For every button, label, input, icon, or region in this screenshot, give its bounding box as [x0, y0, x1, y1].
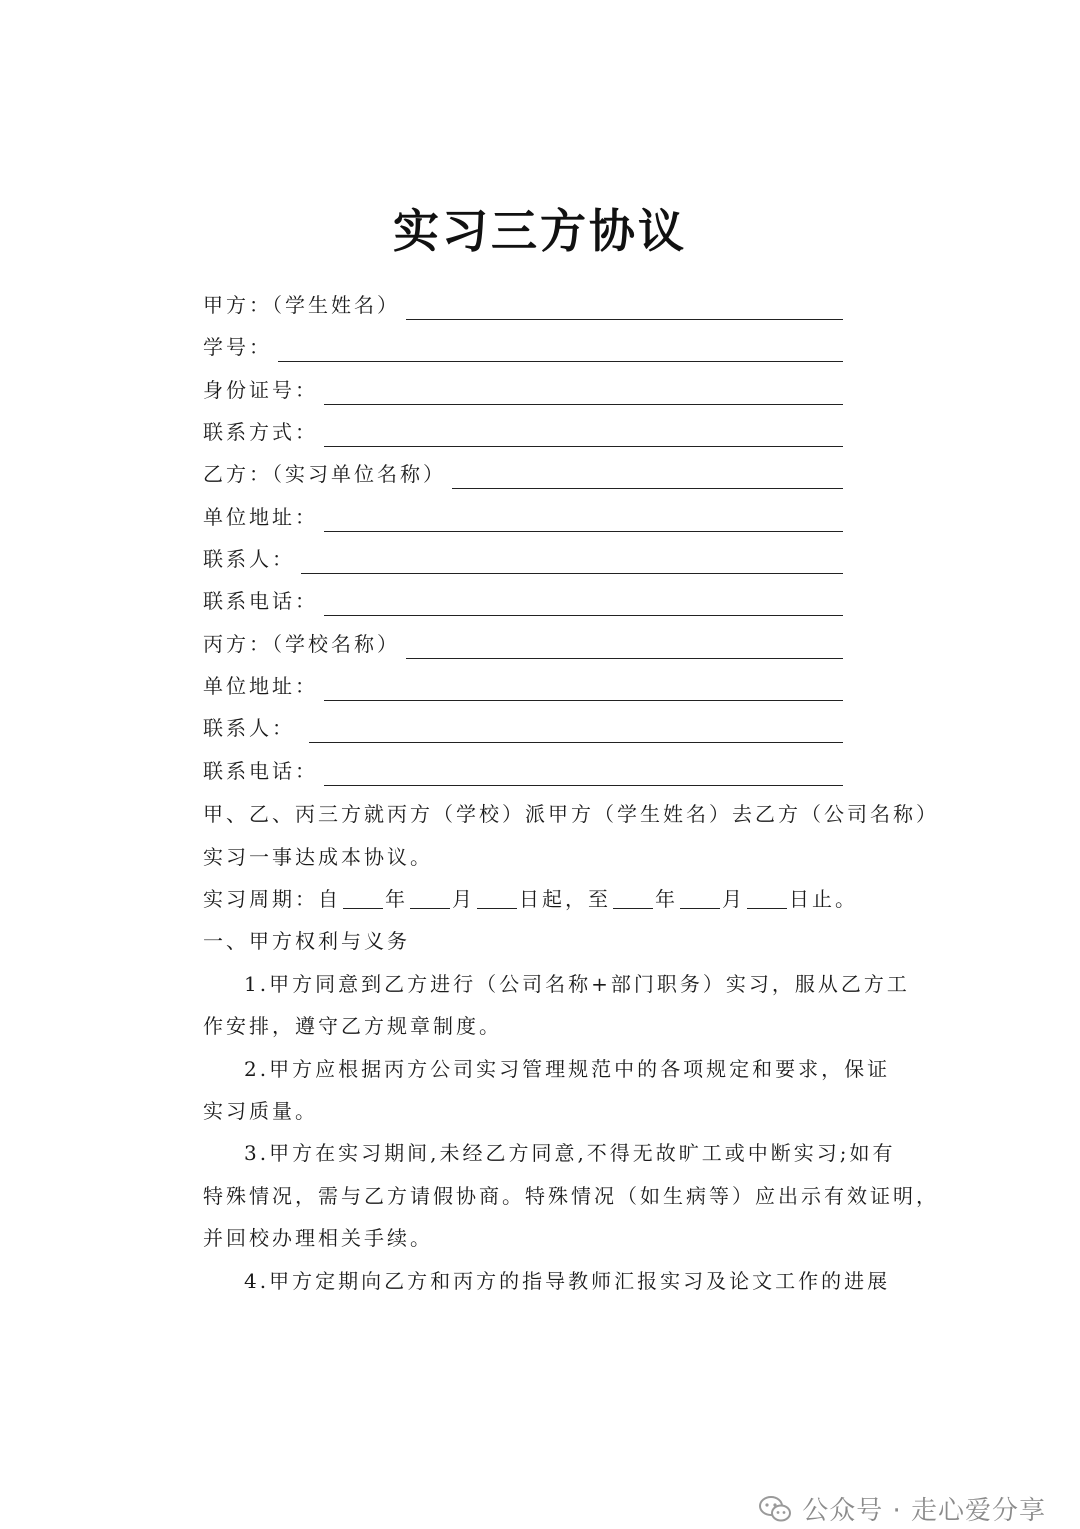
fill-line[interactable]: [324, 376, 843, 405]
field-label: 联系电话：: [203, 589, 318, 613]
fill-blank[interactable]: [613, 886, 653, 909]
fill-line[interactable]: [324, 503, 843, 532]
field-row-party-b: [203, 451, 843, 491]
page-title: 实习三方协议: [393, 204, 687, 258]
clause-line: 并回校办理相关手续。: [203, 1226, 433, 1250]
period-month: 月: [722, 887, 745, 911]
watermark-text: 公众号 · 走心爱分享: [802, 1496, 1046, 1526]
field-row-student-id: [203, 324, 843, 364]
watermark: [758, 1490, 1046, 1527]
fill-line[interactable]: [324, 418, 843, 447]
clause-line: 1.甲方同意到乙方进行（公司名称+部门职务）实习，服从乙方工: [244, 972, 910, 996]
clause-line: 3.甲方在实习期间,未经乙方同意,不得无故旷工或中断实习;如有: [244, 1141, 896, 1165]
field-row-id-number: [203, 367, 843, 407]
field-row-b-phone: [203, 578, 843, 618]
fill-blank[interactable]: [343, 886, 383, 909]
fill-line[interactable]: [278, 333, 843, 362]
fill-blank[interactable]: [477, 886, 517, 909]
field-label: 乙方：（实习单位名称）: [203, 462, 446, 486]
field-label: 联系电话：: [203, 759, 318, 783]
field-row-contact-method: [203, 409, 843, 449]
fill-line[interactable]: [301, 545, 843, 574]
period-month: 月: [452, 887, 475, 911]
field-row-party-c: [203, 621, 843, 661]
field-label: 联系人：: [203, 716, 295, 740]
field-row-b-contact: [203, 536, 843, 576]
clause-line: 特殊情况，需与乙方请假协商。特殊情况（如生病等）应出示有效证明，: [203, 1184, 939, 1208]
fill-line[interactable]: [324, 672, 843, 701]
field-label: 丙方：（学校名称）: [203, 632, 400, 656]
fill-line[interactable]: [406, 630, 843, 659]
field-label: 甲方：（学生姓名）: [203, 293, 400, 317]
field-label: 联系方式：: [203, 420, 318, 444]
field-row-c-phone: [203, 748, 843, 788]
field-label: 学号：: [203, 335, 272, 359]
fill-line[interactable]: [406, 291, 843, 320]
fill-blank[interactable]: [410, 886, 450, 909]
field-label: 单位地址：: [203, 505, 318, 529]
wechat-icon: [758, 1494, 792, 1524]
clause-line: 2.甲方应根据丙方公司实习管理规范中的各项规定和要求，保证: [244, 1057, 891, 1081]
period-year: 年: [655, 887, 678, 911]
clause-line: 4.甲方定期向乙方和丙方的指导教师汇报实习及论文工作的进展: [244, 1269, 891, 1293]
fill-line[interactable]: [309, 714, 843, 743]
fill-blank[interactable]: [680, 886, 720, 909]
field-label: 身份证号：: [203, 378, 318, 402]
field-row-b-address: [203, 494, 843, 534]
period-line: [203, 884, 893, 914]
clause-line: 作安排，遵守乙方规章制度。: [203, 1014, 502, 1038]
fill-blank[interactable]: [747, 886, 787, 909]
period-prefix: 实习周期：自: [203, 887, 341, 911]
field-label: 单位地址：: [203, 674, 318, 698]
period-day: 日止。: [789, 887, 858, 911]
period-day: 日起，至: [519, 887, 611, 911]
field-row-c-contact: [203, 705, 843, 745]
field-row-party-a: [203, 282, 843, 322]
intro-line: 实习一事达成本协议。: [203, 845, 433, 869]
fill-line[interactable]: [324, 757, 843, 786]
field-row-c-address: [203, 663, 843, 703]
period-year: 年: [385, 887, 408, 911]
field-label: 联系人：: [203, 547, 295, 571]
intro-line: 甲、乙、丙三方就丙方（学校）派甲方（学生姓名）去乙方（公司名称）: [203, 802, 939, 826]
section-heading: 一、甲方权利与义务: [203, 929, 410, 953]
fill-line[interactable]: [452, 460, 843, 489]
fill-line[interactable]: [324, 587, 843, 616]
clause-line: 实习质量。: [203, 1099, 318, 1123]
